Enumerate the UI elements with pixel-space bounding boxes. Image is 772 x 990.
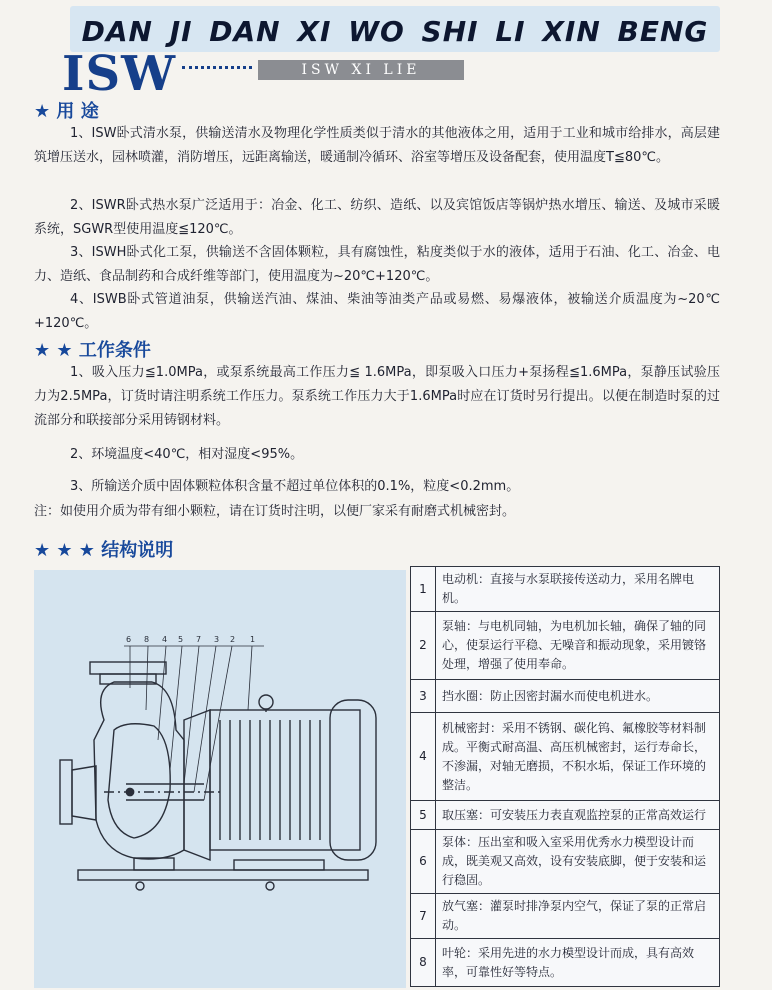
motor-body-shape xyxy=(210,710,360,850)
row-number: 5 xyxy=(411,801,436,830)
section-heading-usage xyxy=(34,97,99,123)
usage-item: 3、ISWH卧式化工泵，供输送不含固体颗粒，具有腐蚀性，粘度类似于水的液体，适用于石油、化工、冶金、电力、造纸、食品制药和合成纤维等部门，使用温度为~20℃+120℃。 xyxy=(34,245,720,284)
star-icon: ★ xyxy=(34,101,51,122)
figure-label: 4 xyxy=(162,635,168,644)
note: 注：如使用介质为带有细小颗粒，请在订货时注明，以便厂家采有耐磨式机械密封。 xyxy=(34,504,516,519)
row-text: 电动机：直接与水泵联接传送动力，采用名牌电机。 xyxy=(436,567,720,612)
condition-item: 2、环境温度<40℃，相对湿度<95%。 xyxy=(70,447,304,462)
table-row xyxy=(411,894,720,939)
row-number: 7 xyxy=(411,894,436,939)
row-text: 放气塞：灌泵时排净泵内空气，保证了泵的正常启动。 xyxy=(436,894,720,939)
figure-label: 5 xyxy=(178,635,184,644)
table-row xyxy=(411,713,720,801)
row-text: 取压塞：可安装压力表直观监控泵的正常高效运行 xyxy=(436,801,720,830)
usage-item: 1、ISW卧式清水泵，供输送清水及物理化学性质类似于清水的其他液体之用，适用于工业和城市给排水，高层建筑增压送水，园林喷灌，消防增压，远距离输送，暖通制冷循环、浴室等增压及设备配套，使用温度T≦80℃。 xyxy=(34,126,720,165)
row-number: 4 xyxy=(411,713,436,801)
table-row xyxy=(411,680,720,713)
section-heading-conditions xyxy=(34,336,151,362)
table-row xyxy=(411,801,720,830)
dotted-divider xyxy=(182,66,252,69)
section-title: 结构说明 xyxy=(101,540,174,561)
row-text: 泵轴：与电机同轴，为电机加长轴，确保了轴的同心，使泵运行平稳、无噪音和振动现象，采用镀铬处理，增强了使用奉命。 xyxy=(436,612,720,680)
row-number: 2 xyxy=(411,612,436,680)
structure-table xyxy=(410,566,720,987)
star-icon: ★ ★ xyxy=(34,340,73,361)
lifting-eye xyxy=(259,695,273,709)
section-heading-structure xyxy=(34,536,173,562)
series-label: ISW XI LIE xyxy=(258,60,464,80)
motor-end-cap xyxy=(330,700,376,860)
row-number: 6 xyxy=(411,830,436,894)
section-title: 用 途 xyxy=(56,101,99,122)
row-text: 机械密封：采用不锈钢、碳化钨、氟橡胶等材料制成。平衡式耐高温、高压机械密封，运行寿命长，不渗漏，对轴无磨损，不积水垢，保证工作环境的整洁。 xyxy=(436,713,720,801)
table-row xyxy=(411,830,720,894)
condition-item: 3、所输送介质中固体颗粒体积含量不超过单位体积的0.1%，粒度<0.2mm。 xyxy=(70,479,520,494)
figure-label: 2 xyxy=(230,635,236,644)
table-row xyxy=(411,612,720,680)
banner-title: DAN JI DAN XI WO SHI LI XIN BENG xyxy=(81,15,709,48)
table-row xyxy=(411,939,720,987)
usage-item: 4、ISWB卧式管道油泵，供输送汽油、煤油、柴油等油类产品或易燃、易爆液体，被输送介质温度为~20℃+120℃。 xyxy=(34,292,720,331)
pump-diagram xyxy=(34,570,406,988)
condition-item: 1、吸入压力≦1.0MPa，或泵系统最高工作压力≦ 1.6MPa，即泵吸入口压力+泵扬程≦1.6MPa，泵静压试验压力为2.5MPa，订货时请注明系统工作压力。泵系统工作压力大于1.6MPa时应在订货时另行提出。以便在制造时泵的过流部分和联接部分采用铸钢材料。 xyxy=(34,365,720,428)
star-icon: ★ ★ ★ xyxy=(34,540,95,561)
pump-drawing xyxy=(34,570,406,988)
row-text: 叶轮：采用先进的水力模型设计而成，具有高效率，可靠性好等特点。 xyxy=(436,939,720,987)
row-number: 8 xyxy=(411,939,436,987)
row-text: 挡水圈：防止因密封漏水而使电机进水。 xyxy=(436,680,720,713)
model-logo: ISW xyxy=(62,46,177,102)
section-title: 工作条件 xyxy=(78,340,151,361)
table-row xyxy=(411,567,720,612)
row-number: 1 xyxy=(411,567,436,612)
figure-label: 1 xyxy=(250,635,256,644)
base-frame xyxy=(78,870,368,880)
usage-item: 2、ISWR卧式热水泵广泛适用于：冶金、化工、纺织、造纸、以及宾馆饭店等锅炉热水增压、输送、及城市采暖系统，SGWR型使用温度≦120℃。 xyxy=(34,198,720,237)
row-text: 泵体：压出室和吸入室采用优秀水力模型设计而成，既美观又高效，设有安装底脚，便于安装和运行稳固。 xyxy=(436,830,720,894)
row-number: 3 xyxy=(411,680,436,713)
figure-label: 6 xyxy=(126,635,132,644)
figure-label: 8 xyxy=(144,635,150,644)
figure-label: 3 xyxy=(214,635,220,644)
figure-label: 7 xyxy=(196,635,202,644)
